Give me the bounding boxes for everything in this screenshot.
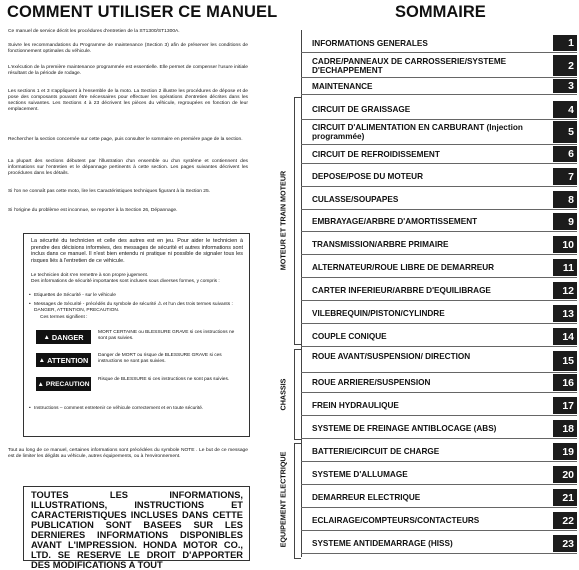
- safety-line: Des informations de sécurité importantes sont incluses sous diverses formes, y compris :: [31, 279, 220, 284]
- toc-item-label[interactable]: CIRCUIT DE REFROIDISSEMENT: [312, 149, 440, 159]
- danger-warning-row: [36, 330, 246, 350]
- toc-separator: [301, 507, 577, 508]
- toc-item-label[interactable]: ECLAIRAGE/COMPTEURS/CONTACTEURS: [312, 516, 480, 525]
- toc-item-label[interactable]: TRANSMISSION/ARBRE PRIMAIRE: [312, 240, 449, 249]
- toc-item-label[interactable]: DEMARREUR ELECTRIQUE: [312, 493, 421, 502]
- toc-section-number[interactable]: 10: [553, 236, 577, 253]
- toc-separator: [301, 119, 577, 120]
- toc-item-label[interactable]: SYSTEME D'ALLUMAGE: [312, 470, 408, 479]
- intro-paragraph: Suivre les recommandations du Programme de maintenance (Section 3) afin de préserver les conditions de fonctionnement optimales du véhicule.: [8, 43, 248, 55]
- toc-separator: [301, 553, 577, 554]
- group-label-chassis: CHASSIS: [278, 378, 288, 411]
- toc-separator: [301, 186, 577, 187]
- toc-separator: [301, 372, 577, 373]
- toc-item-label[interactable]: BATTERIE/CIRCUIT DE CHARGE: [312, 447, 440, 456]
- safety-bullet: • Messages de Sécurité - précédés du symbole de sécurité ⚠ et l'un des trois termes suivants : DANGER, ATTENTION, PRECAUTION.: [34, 302, 242, 314]
- precaution-text: Risque de BLESSURE si ces instructions ne sont pas suivies.: [98, 377, 230, 382]
- danger-badge: ▲ DANGER: [36, 330, 91, 344]
- toc-item-label[interactable]: COUPLE CONIQUE: [312, 332, 387, 341]
- toc-section-number[interactable]: 14: [553, 328, 577, 345]
- toc-item-label[interactable]: ALTERNATEUR/ROUE LIBRE DE DEMARREUR: [312, 263, 495, 272]
- toc-section-number[interactable]: 13: [553, 305, 577, 322]
- warning-triangle-icon: ▲: [38, 356, 46, 364]
- toc-item-label[interactable]: CIRCUIT D'ALIMENTATION EN CARBURANT (Injection programmée): [312, 123, 523, 141]
- toc-section-number[interactable]: 12: [553, 282, 577, 299]
- safety-bullet: • Etiquettes de Sécurité - sur le véhicule: [34, 293, 242, 299]
- toc-item-label[interactable]: DEPOSE/POSE DU MOTEUR: [312, 172, 424, 181]
- toc-item-label[interactable]: MAINTENANCE: [312, 81, 373, 91]
- attention-badge: ▲ ATTENTION: [36, 353, 91, 367]
- toc-separator: [301, 231, 577, 232]
- toc-item-label[interactable]: VILEBREQUIN/PISTON/CYLINDRE: [312, 309, 445, 318]
- toc-separator: [301, 94, 577, 95]
- note-paragraph: Tout au long de ce manuel, certaines informations sont précédées du symbole NOTE . Le but de ce message est de limiter les dégâts au véhicule, autres équipements, ou à l'environnement.: [8, 448, 248, 460]
- toc-section-number[interactable]: 8: [553, 191, 577, 208]
- toc-section-number[interactable]: 15: [553, 351, 577, 371]
- toc-separator: [301, 163, 577, 164]
- toc-section-number[interactable]: 22: [553, 512, 577, 529]
- intro-paragraph: Ce manuel de service décrit les procédures d'entretien de la ST1300/ST1300A.: [8, 29, 180, 34]
- toc-section-number[interactable]: 6: [553, 146, 577, 162]
- intro-paragraph: L'exécution de la première maintenance programmée est essentielle. Elle permet de compenser l'usure initiale résultant de la période de rodage.: [8, 65, 248, 77]
- group-bracket: [294, 97, 301, 345]
- toc-section-number[interactable]: 23: [553, 535, 577, 552]
- attention-warning-row: [36, 353, 246, 373]
- intro-paragraph: Si l'on ne connaît pas cette moto, lire les Caractéristiques techniques figurant à la Section 25.: [8, 189, 211, 194]
- intro-paragraph: Si l'origine du problème est inconnue, se reporter à la Section 26, Dépannage.: [8, 208, 178, 213]
- terms-intro: Ces termes signifient :: [40, 315, 88, 320]
- toc-section-number[interactable]: 9: [553, 213, 577, 230]
- toc-left-rule: [301, 30, 302, 557]
- toc-separator: [301, 300, 577, 301]
- toc-separator: [301, 530, 577, 531]
- danger-text: MORT CERTAINE ou BLESSURE GRAVE si ces instructions ne sont pas suivies.: [98, 330, 235, 341]
- toc-item-label[interactable]: CARTER INFERIEUR/ARBRE D'EQUILIBRAGE: [312, 286, 491, 295]
- warning-triangle-icon: ▲: [43, 333, 50, 341]
- group-label-electrical: EQUIPEMENT ELECTRIQUE: [278, 451, 288, 548]
- warning-triangle-icon: ▲: [37, 380, 44, 388]
- toc-separator: [301, 438, 577, 439]
- toc-item-label[interactable]: SYSTEME DE FREINAGE ANTIBLOCAGE (ABS): [312, 424, 497, 433]
- safety-lead-text: La sécurité du technicien et celle des autres est en jeu. Pour aider le technicien à prendre des décisions informées, des messages de sécurité et autres informations sont inclus dans ce manuel. Il n'est bien entendu ni pratique ni possible de signaler tous les risques liés à l'entretien de ce véhicule.: [31, 238, 243, 264]
- toc-section-number[interactable]: 7: [553, 168, 577, 185]
- attention-text: Danger de MORT ou risque de BLESSURE GRAVE si ces instructions ne sont pas suivies.: [98, 353, 222, 364]
- toc-section-number[interactable]: 20: [553, 466, 577, 483]
- disclaimer-box: [23, 486, 250, 570]
- group-bracket: [294, 349, 301, 440]
- toc-item-label[interactable]: CULASSE/SOUPAPES: [312, 195, 399, 204]
- precaution-warning-row: [36, 377, 246, 397]
- toc-separator: [301, 277, 577, 278]
- toc-section-number[interactable]: 16: [553, 374, 577, 391]
- intro-paragraph: Les sections 1 et 3 s'appliquent à l'ensemble de la moto. La Section 2 illustre les procédures de dépose et de pose des composants pouvant être nécessaires pour effectuer les opérations d'entretien décrites dans les sections suivantes. Les Sections 4 à 23 décrivent les pièces du véhicule, regroupées en fonction de leur emplacement.: [8, 89, 248, 113]
- toc-separator: [301, 484, 577, 485]
- toc-section-number[interactable]: 17: [553, 397, 577, 414]
- toc-separator: [301, 254, 577, 255]
- toc-item-label[interactable]: ROUE ARRIERE/SUSPENSION: [312, 378, 431, 387]
- table-of-contents-title: SOMMAIRE: [395, 3, 486, 21]
- left-page-title: COMMENT UTILISER CE MANUEL: [7, 3, 278, 21]
- toc-separator: [301, 323, 577, 324]
- toc-separator: [301, 52, 577, 53]
- safety-info-box: [23, 233, 250, 437]
- toc-section-number[interactable]: 4: [553, 101, 577, 118]
- intro-paragraph: Rechercher la section concernée sur cette page, puis consulter le sommaire en première page de la section.: [8, 137, 243, 142]
- toc-item-label[interactable]: FREIN HYDRAULIQUE: [312, 401, 399, 410]
- toc-section-number[interactable]: 11: [553, 259, 577, 276]
- toc-separator: [301, 392, 577, 393]
- group-bracket: [294, 443, 301, 559]
- intro-paragraph: La plupart des sections débutent par l'illustration d'un ensemble ou d'un système et contiennent des informations sur l'entretien et le dépannage pertinents à cette section. Les pages suivantes décrivent les procédures dans les détails.: [8, 159, 248, 177]
- toc-separator: [301, 144, 577, 145]
- toc-item-label[interactable]: EMBRAYAGE/ARBRE D'AMORTISSEMENT: [312, 217, 478, 226]
- toc-separator: [301, 415, 577, 416]
- safety-bullet: • Instructions – comment entretenir ce véhicule correctement et en toute sécurité.: [34, 406, 242, 412]
- toc-section-number[interactable]: 19: [553, 443, 577, 460]
- toc-section-number[interactable]: 2: [553, 55, 577, 76]
- toc-section-number[interactable]: 18: [553, 420, 577, 437]
- toc-item-label[interactable]: INFORMATIONS GENERALES: [312, 38, 428, 48]
- toc-section-number[interactable]: 5: [553, 121, 577, 143]
- toc-item-label[interactable]: ROUE AVANT/SUSPENSION/ DIRECTION: [312, 352, 471, 361]
- toc-item-label[interactable]: CADRE/PANNEAUX DE CARROSSERIE/SYSTEME D'ECHAPPEMENT: [312, 56, 507, 75]
- safety-line: Le technicien doit s'en remettre à son propre jugement.: [31, 273, 149, 278]
- group-label-engine: MOTEUR ET TRAIN MOTEUR: [278, 170, 288, 271]
- disclaimer-text: TOUTES LES INFORMATIONS, ILLUSTRATIONS, INSTRUCTIONS ET CARACTERISTIQUES INCLUSES DANS CETTE PUBLICATION SONT BASEES SUR LES DERNIERES INFORMATIONS DISPONIBLES AVANT L'IMPRESSION. HONDA MOTOR CO., LTD. SE RESERVE LE DROIT D'APPORTER DES MODIFICATIONS A TOUT: [31, 490, 243, 570]
- toc-item-label[interactable]: SYSTEME ANTIDEMARRAGE (HISS): [312, 539, 453, 548]
- toc-separator: [301, 461, 577, 462]
- toc-item-label[interactable]: CIRCUIT DE GRAISSAGE: [312, 105, 411, 114]
- toc-section-number[interactable]: 21: [553, 489, 577, 506]
- toc-separator: [301, 209, 577, 210]
- toc-section-number[interactable]: 1: [553, 35, 577, 51]
- toc-section-number[interactable]: 3: [553, 79, 577, 93]
- toc-separator: [301, 346, 577, 347]
- precaution-badge: ▲ PRECAUTION: [36, 377, 91, 391]
- toc-separator: [301, 77, 577, 78]
